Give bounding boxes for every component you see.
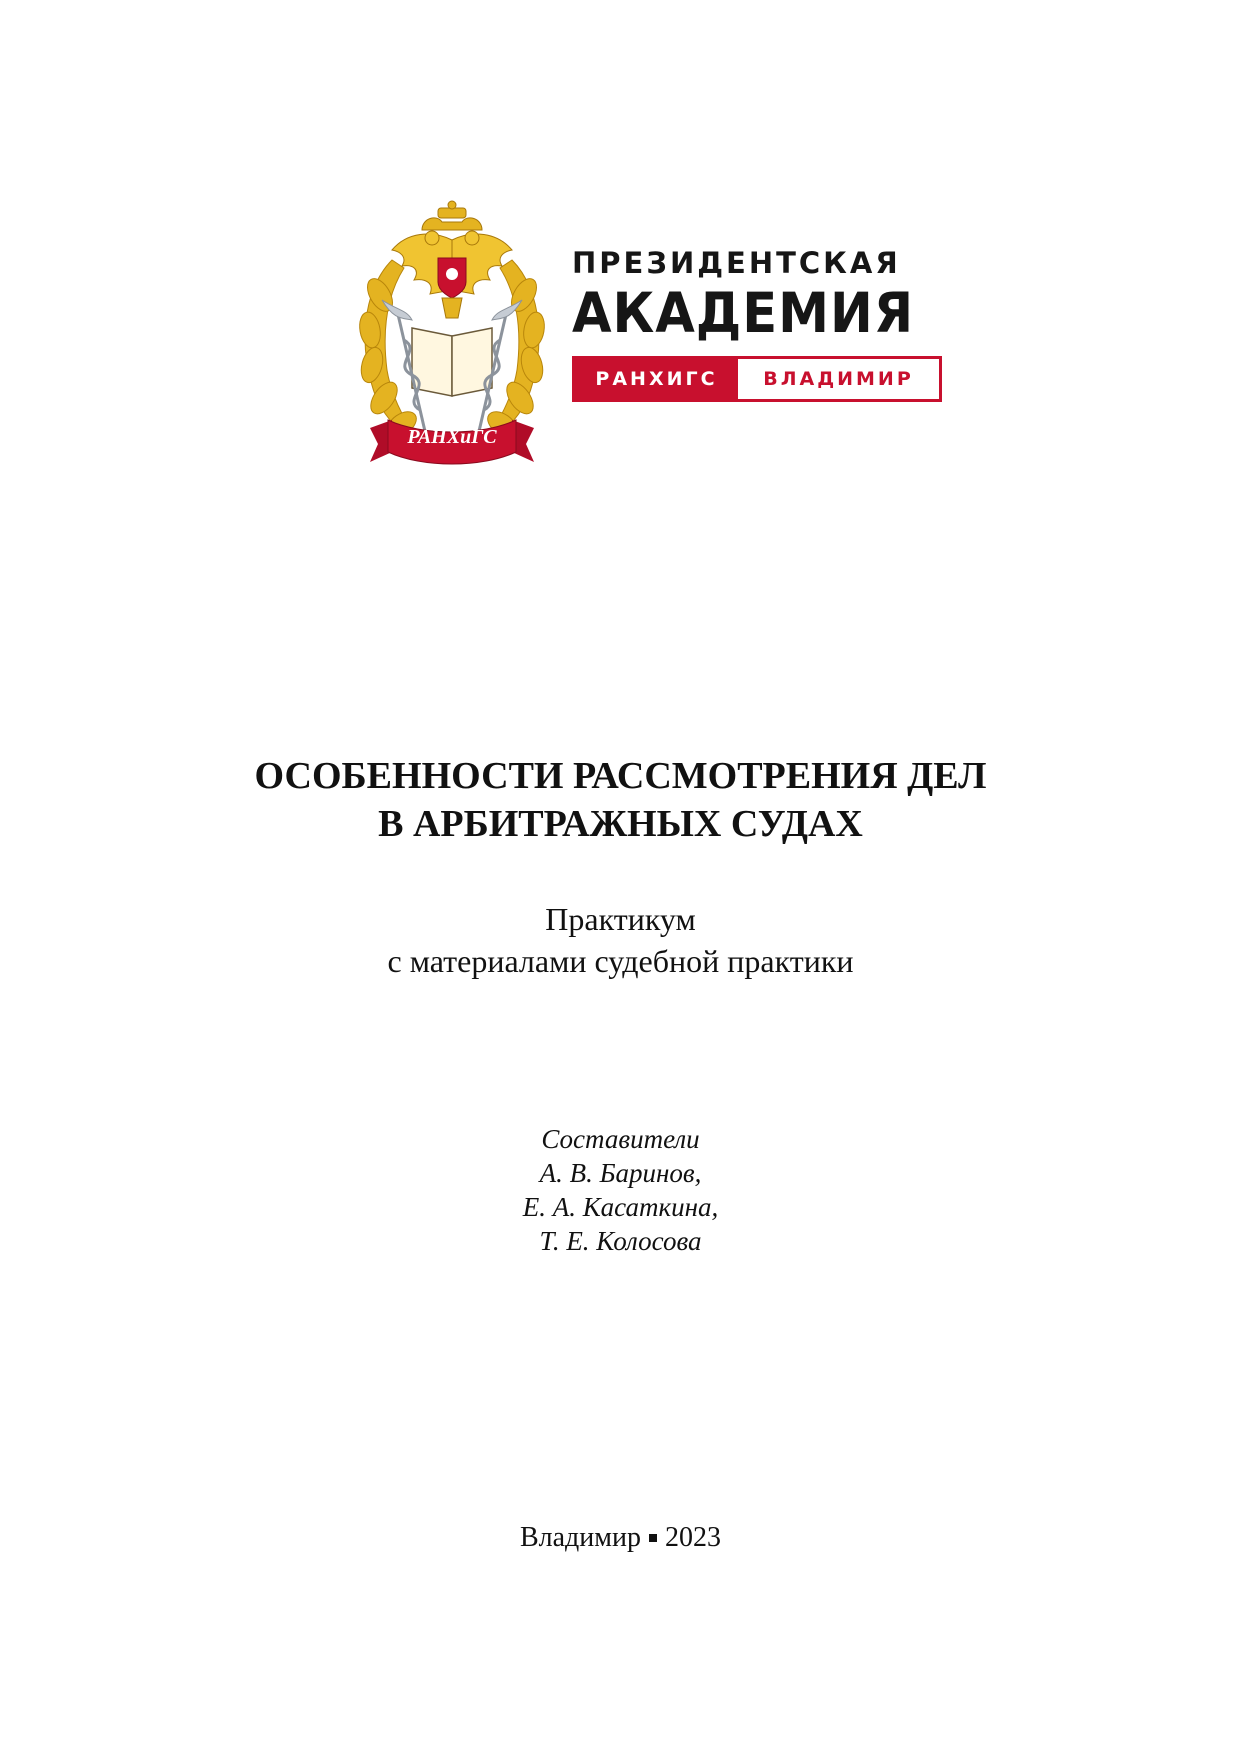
document-subtitle [0, 898, 1241, 982]
title-line1: ОСОБЕННОСТИ РАССМОТРЕНИЯ ДЕЛ [254, 755, 987, 797]
compiler-name: Е. А. Касаткина, [522, 1192, 719, 1222]
academy-wordmark [572, 246, 952, 402]
band-ranepa-label: РАНХИГС [575, 359, 738, 399]
academy-logo [352, 200, 942, 470]
document-title [0, 752, 1241, 848]
subtitle-line2: с материалами судебной практики [387, 943, 854, 979]
title-line2: В АРБИТРАЖНЫХ СУДАХ [378, 803, 863, 845]
compiler-name: А. В. Баринов, [539, 1158, 702, 1188]
compilers-heading: Составители [541, 1124, 700, 1154]
compilers-block [0, 1122, 1241, 1258]
compiler-name: Т. Е. Колосова [539, 1226, 702, 1256]
emblem-ribbon-text: РАНХиГС [407, 426, 497, 448]
wordmark-band [572, 356, 942, 402]
square-bullet-icon [649, 1534, 657, 1542]
wordmark-line2: АКАДЕМИЯ [572, 281, 915, 345]
subtitle-line1: Практикум [545, 901, 696, 937]
band-city-label: ВЛАДИМИР [738, 359, 939, 399]
imprint-footer [0, 1520, 1241, 1556]
imprint-year: 2023 [665, 1522, 721, 1553]
imprint-city: Владимир [519, 1522, 641, 1553]
wordmark-line1: ПРЕЗИДЕНТСКАЯ [572, 246, 901, 280]
